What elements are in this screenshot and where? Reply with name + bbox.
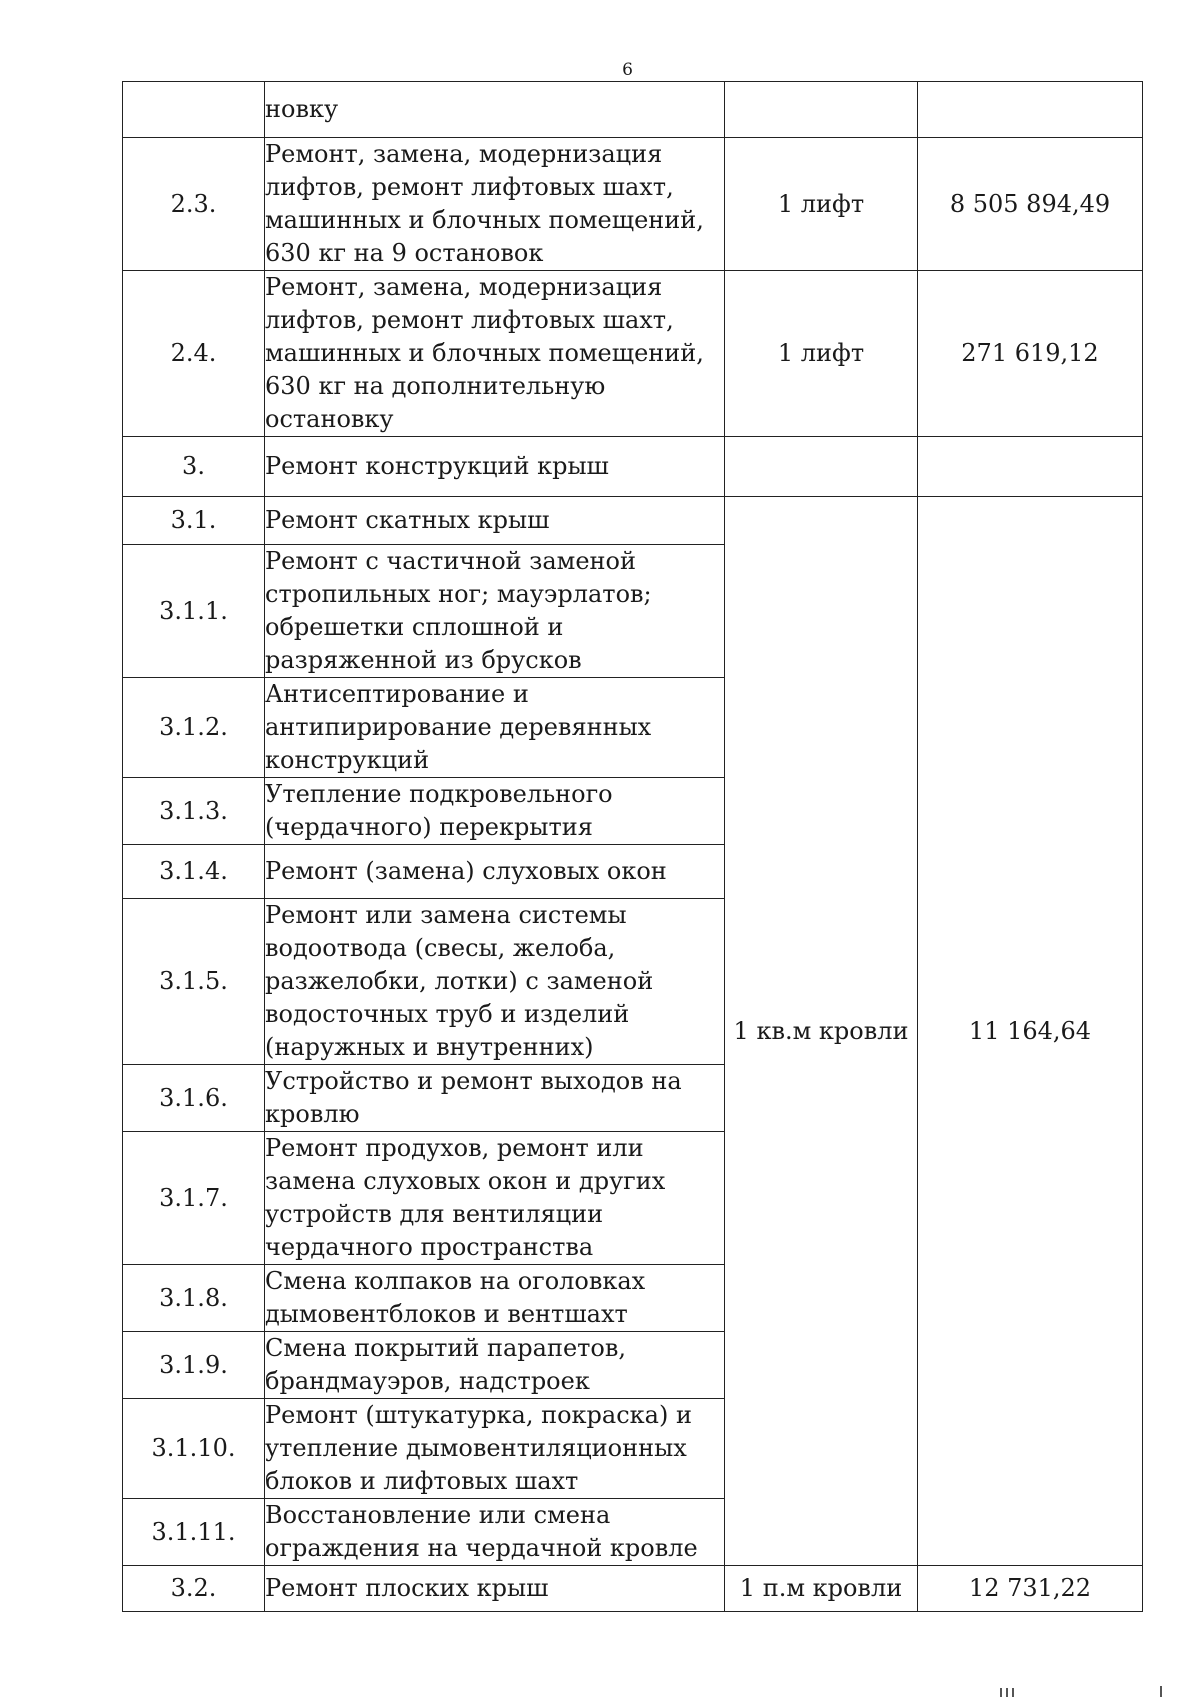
row-number: 3.1. [123, 497, 265, 545]
row-unit [725, 437, 918, 497]
row-description: Утепление подкровельного (чердачного) перекрытия [265, 778, 725, 845]
row-description: новку [265, 82, 725, 138]
row-description: Ремонт или замена системы водоотвода (свесы, желоба, разжелобки, лотки) с заменой водосточных труб и изделий (наружных и внутренних) [265, 899, 725, 1065]
row-number: 3.1.6. [123, 1065, 265, 1132]
page-number: 6 [622, 60, 633, 80]
row-number: 2.4. [123, 271, 265, 437]
row-description: Ремонт плоских крыш [265, 1566, 725, 1612]
row-description: Восстановление или смена ограждения на чердачной кровле [265, 1499, 725, 1566]
row-number: 3.1.10. [123, 1399, 265, 1499]
row-cost: 8 505 894,49 [918, 138, 1143, 271]
row-description: Ремонт, замена, модернизация лифтов, ремонт лифтовых шахт, машинных и блочных помещений, 630 кг на 9 остановок [265, 138, 725, 271]
row-number: 3.1.7. [123, 1132, 265, 1265]
scan-artifact [1160, 1686, 1162, 1697]
row-number: 3.1.11. [123, 1499, 265, 1566]
pitched-roof-cost: 11 164,64 [918, 497, 1143, 1566]
row-cost [918, 437, 1143, 497]
scan-artifact [1000, 1688, 1002, 1697]
row-description: Устройство и ремонт выходов на кровлю [265, 1065, 725, 1132]
price-table [122, 81, 1143, 1612]
table-row [123, 138, 1143, 271]
row-unit [725, 82, 918, 138]
row-number: 3.1.9. [123, 1332, 265, 1399]
row-cost [918, 82, 1143, 138]
row-cost: 271 619,12 [918, 271, 1143, 437]
row-number: 3.1.2. [123, 678, 265, 778]
table-row [123, 497, 1143, 545]
row-cost: 12 731,22 [918, 1566, 1143, 1612]
row-unit: 1 п.м кровли [725, 1566, 918, 1612]
row-number [123, 82, 265, 138]
row-description: Ремонт с частичной заменой стропильных ног; мауэрлатов; обрешетки сплошной и разряженной из брусков [265, 545, 725, 678]
row-description: Ремонт конструкций крыш [265, 437, 725, 497]
table-row [123, 82, 1143, 138]
table-row [123, 271, 1143, 437]
row-description: Ремонт, замена, модернизация лифтов, ремонт лифтовых шахт, машинных и блочных помещений, 630 кг на дополнительную остановку [265, 271, 725, 437]
row-description: Антисептирование и антипирирование деревянных конструкций [265, 678, 725, 778]
row-number: 2.3. [123, 138, 265, 271]
row-description: Ремонт (замена) слуховых окон [265, 845, 725, 899]
row-number: 3. [123, 437, 265, 497]
scan-artifact [1012, 1688, 1014, 1697]
row-number: 3.2. [123, 1566, 265, 1612]
table-row [123, 437, 1143, 497]
scan-artifact [1006, 1688, 1008, 1697]
row-unit: 1 лифт [725, 271, 918, 437]
row-description: Смена покрытий парапетов, брандмауэров, надстроек [265, 1332, 725, 1399]
row-number: 3.1.5. [123, 899, 265, 1065]
row-number: 3.1.4. [123, 845, 265, 899]
row-unit: 1 лифт [725, 138, 918, 271]
row-number: 3.1.3. [123, 778, 265, 845]
row-description: Ремонт скатных крыш [265, 497, 725, 545]
pitched-roof-unit: 1 кв.м кровли [725, 497, 918, 1566]
row-description: Ремонт (штукатурка, покраска) и утепление дымовентиляционных блоков и лифтовых шахт [265, 1399, 725, 1499]
row-number: 3.1.1. [123, 545, 265, 678]
table-row [123, 1566, 1143, 1612]
row-description: Смена колпаков на оголовках дымовентблоков и вентшахт [265, 1265, 725, 1332]
row-description: Ремонт продухов, ремонт или замена слуховых окон и других устройств для вентиляции чердачного пространства [265, 1132, 725, 1265]
row-number: 3.1.8. [123, 1265, 265, 1332]
